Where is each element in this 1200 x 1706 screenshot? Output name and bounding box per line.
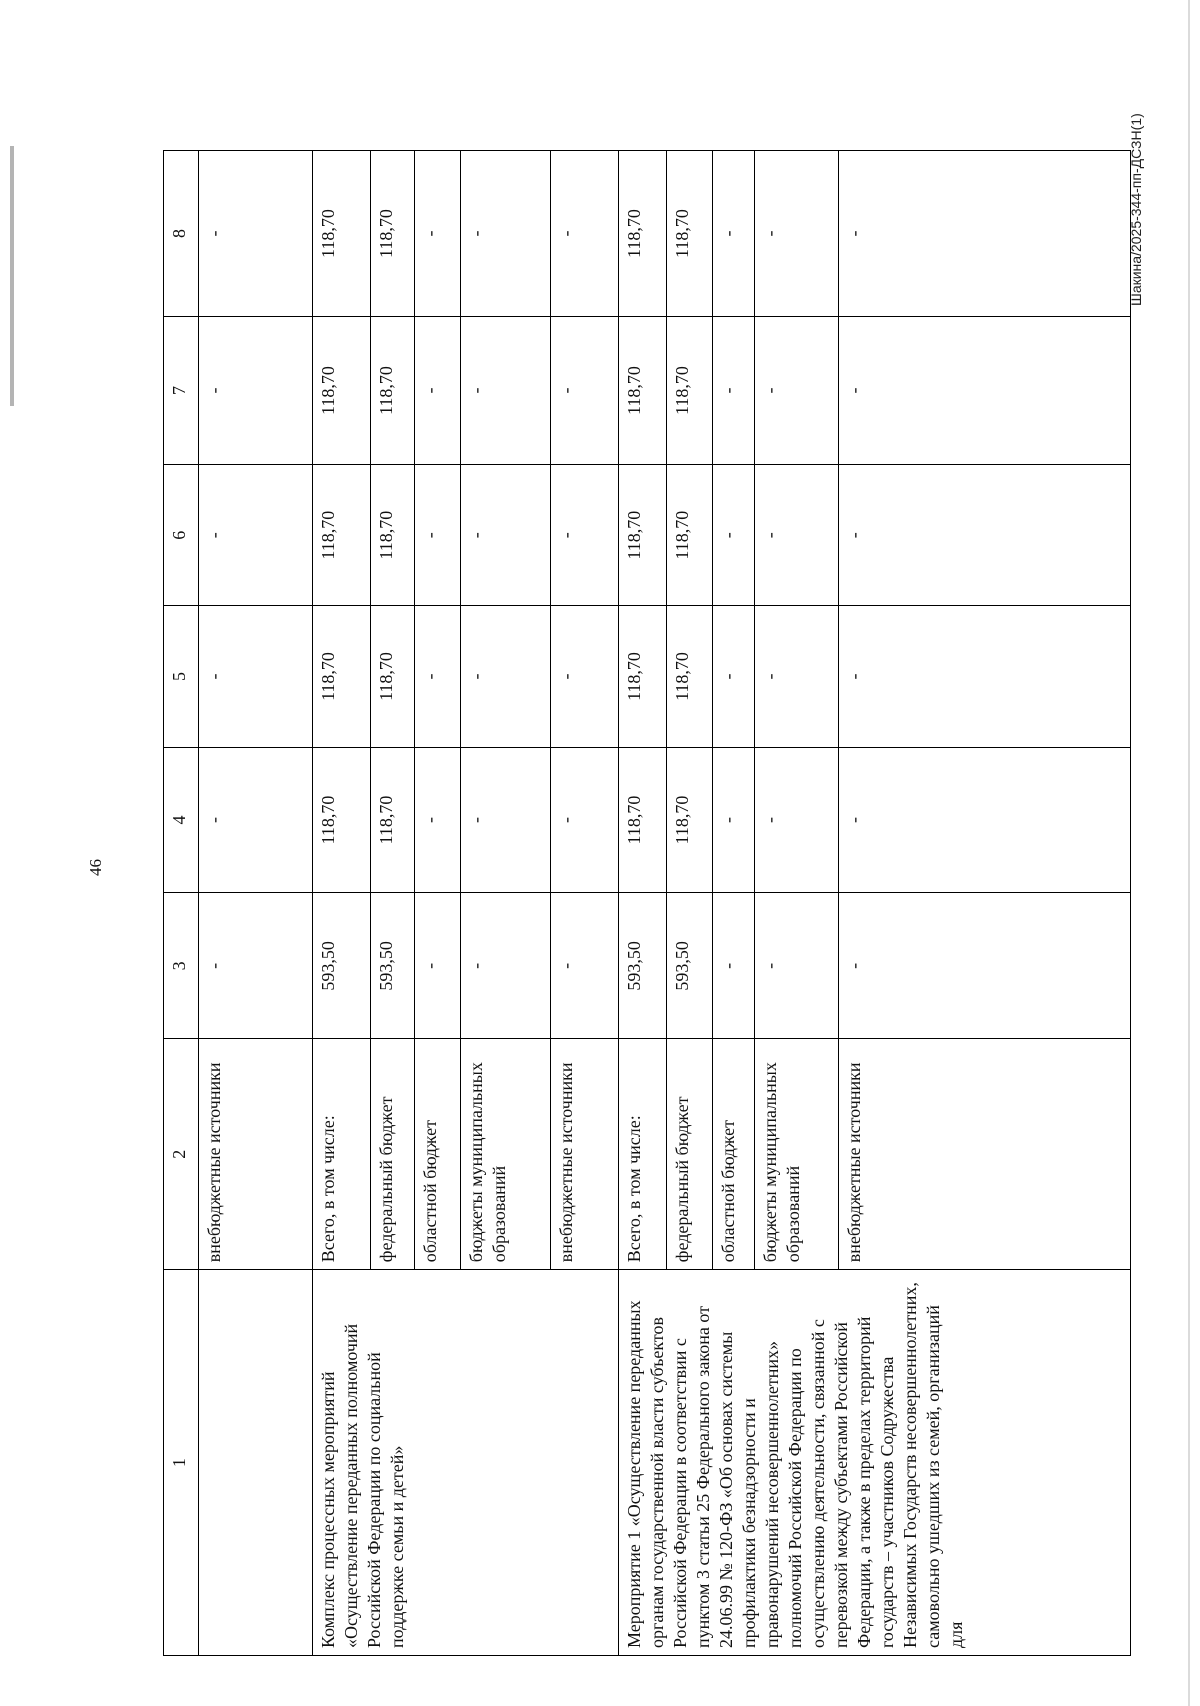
header-row (164, 151, 199, 1656)
value-cell: 118,70 (313, 151, 371, 317)
measure-name-cell: Мероприятие 1 «Осуществление переданных органам государственной власти субъектов Российской Федерации в соответствии с пунктом 3 статьи 25 Федерального закона от 24.06.99 № 120-ФЗ «Об основах системы профилактики безнадзорности и правонарушений несовершеннолетних» полномочий Российской Федерации по осуществлению деятельности, связанной с перевозкой между субъектами Российской Федерации, а также в пределах территорий государств – участников Содружества Независимых Государств несовершеннолетних, самовольно ушедших из семей, организаций для (619, 1270, 1131, 1656)
value-cell: - (755, 606, 839, 747)
table-row (199, 151, 313, 1656)
budget-table (163, 150, 1131, 1656)
value-cell: - (839, 606, 1131, 747)
value-cell: - (415, 606, 461, 747)
header-cell: 6 (164, 465, 199, 606)
value-cell: - (415, 465, 461, 606)
value-cell: 118,70 (371, 465, 415, 606)
value-cell: - (461, 747, 551, 893)
value-cell: - (839, 747, 1131, 893)
value-cell: 118,70 (667, 465, 713, 606)
value-cell: - (199, 747, 313, 893)
table-row (313, 151, 371, 1656)
complex-name-cell: Комплекс процессных мероприятий «Осуществление переданных полномочий Российской Федерации по социальной поддержке семьи и детей» (313, 1270, 619, 1656)
value-cell: - (839, 151, 1131, 317)
value-cell: 118,70 (313, 606, 371, 747)
value-cell: - (199, 606, 313, 747)
source-cell: федеральный бюджет (371, 1039, 415, 1270)
value-cell: 118,70 (667, 151, 713, 317)
value-cell: - (461, 151, 551, 317)
empty-name-cell (199, 1270, 313, 1656)
value-cell: - (461, 893, 551, 1039)
value-cell: 118,70 (667, 747, 713, 893)
source-cell: бюджеты муниципальных образований (461, 1039, 551, 1270)
value-cell: 118,70 (371, 747, 415, 893)
header-cell: 1 (164, 1270, 199, 1656)
value-cell: - (551, 747, 619, 893)
page-number: 46 (86, 859, 105, 876)
value-cell: - (415, 151, 461, 317)
source-cell: областной бюджет (415, 1039, 461, 1270)
value-cell: 118,70 (667, 317, 713, 465)
value-cell: - (755, 747, 839, 893)
document-code: Шакина/2025-344-пп-ДСЗН(1) (1128, 113, 1144, 306)
header-cell: 8 (164, 151, 199, 317)
value-cell: - (199, 151, 313, 317)
header-cell: 5 (164, 606, 199, 747)
value-cell: 118,70 (619, 317, 667, 465)
value-cell: 118,70 (619, 606, 667, 747)
source-cell: бюджеты муниципальных образований (755, 1039, 839, 1270)
value-cell: - (713, 465, 755, 606)
value-cell: - (713, 606, 755, 747)
table-row (619, 151, 667, 1656)
value-cell: 118,70 (313, 747, 371, 893)
header-cell: 3 (164, 893, 199, 1039)
value-cell: - (551, 317, 619, 465)
value-cell: - (713, 151, 755, 317)
value-cell: 118,70 (619, 465, 667, 606)
value-cell: 593,50 (619, 893, 667, 1039)
value-cell: - (551, 893, 619, 1039)
value-cell: 118,70 (619, 747, 667, 893)
value-cell: - (713, 747, 755, 893)
value-cell: 593,50 (667, 893, 713, 1039)
value-cell: - (415, 317, 461, 465)
value-cell: - (461, 465, 551, 606)
value-cell: 118,70 (667, 606, 713, 747)
value-cell: - (199, 465, 313, 606)
value-cell: - (551, 606, 619, 747)
source-cell: внебюджетные источники (551, 1039, 619, 1270)
value-cell: 118,70 (313, 317, 371, 465)
value-cell: - (551, 465, 619, 606)
value-cell: - (839, 893, 1131, 1039)
value-cell: - (755, 465, 839, 606)
header-cell: 2 (164, 1039, 199, 1270)
scan-edge-line (1188, 0, 1190, 1706)
value-cell: - (415, 747, 461, 893)
value-cell: - (839, 465, 1131, 606)
source-cell: федеральный бюджет (667, 1039, 713, 1270)
value-cell: - (461, 317, 551, 465)
source-cell: внебюджетные источники (839, 1039, 1131, 1270)
value-cell: 118,70 (371, 151, 415, 317)
value-cell: 118,70 (619, 151, 667, 317)
source-cell: Всего, в том числе: (619, 1039, 667, 1270)
scan-artifact (10, 146, 14, 406)
value-cell: - (713, 893, 755, 1039)
source-cell: областной бюджет (713, 1039, 755, 1270)
value-cell: - (199, 893, 313, 1039)
value-cell: 593,50 (313, 893, 371, 1039)
header-cell: 4 (164, 747, 199, 893)
value-cell: - (551, 151, 619, 317)
header-cell: 7 (164, 317, 199, 465)
source-cell: внебюджетные источники (199, 1039, 313, 1270)
value-cell: - (199, 317, 313, 465)
value-cell: - (755, 317, 839, 465)
value-cell: 593,50 (371, 893, 415, 1039)
value-cell: - (755, 893, 839, 1039)
value-cell: - (415, 893, 461, 1039)
value-cell: 118,70 (371, 606, 415, 747)
value-cell: - (755, 151, 839, 317)
value-cell: - (839, 317, 1131, 465)
value-cell: 118,70 (371, 317, 415, 465)
value-cell: - (713, 317, 755, 465)
value-cell: 118,70 (313, 465, 371, 606)
value-cell: - (461, 606, 551, 747)
source-cell: Всего, в том числе: (313, 1039, 371, 1270)
